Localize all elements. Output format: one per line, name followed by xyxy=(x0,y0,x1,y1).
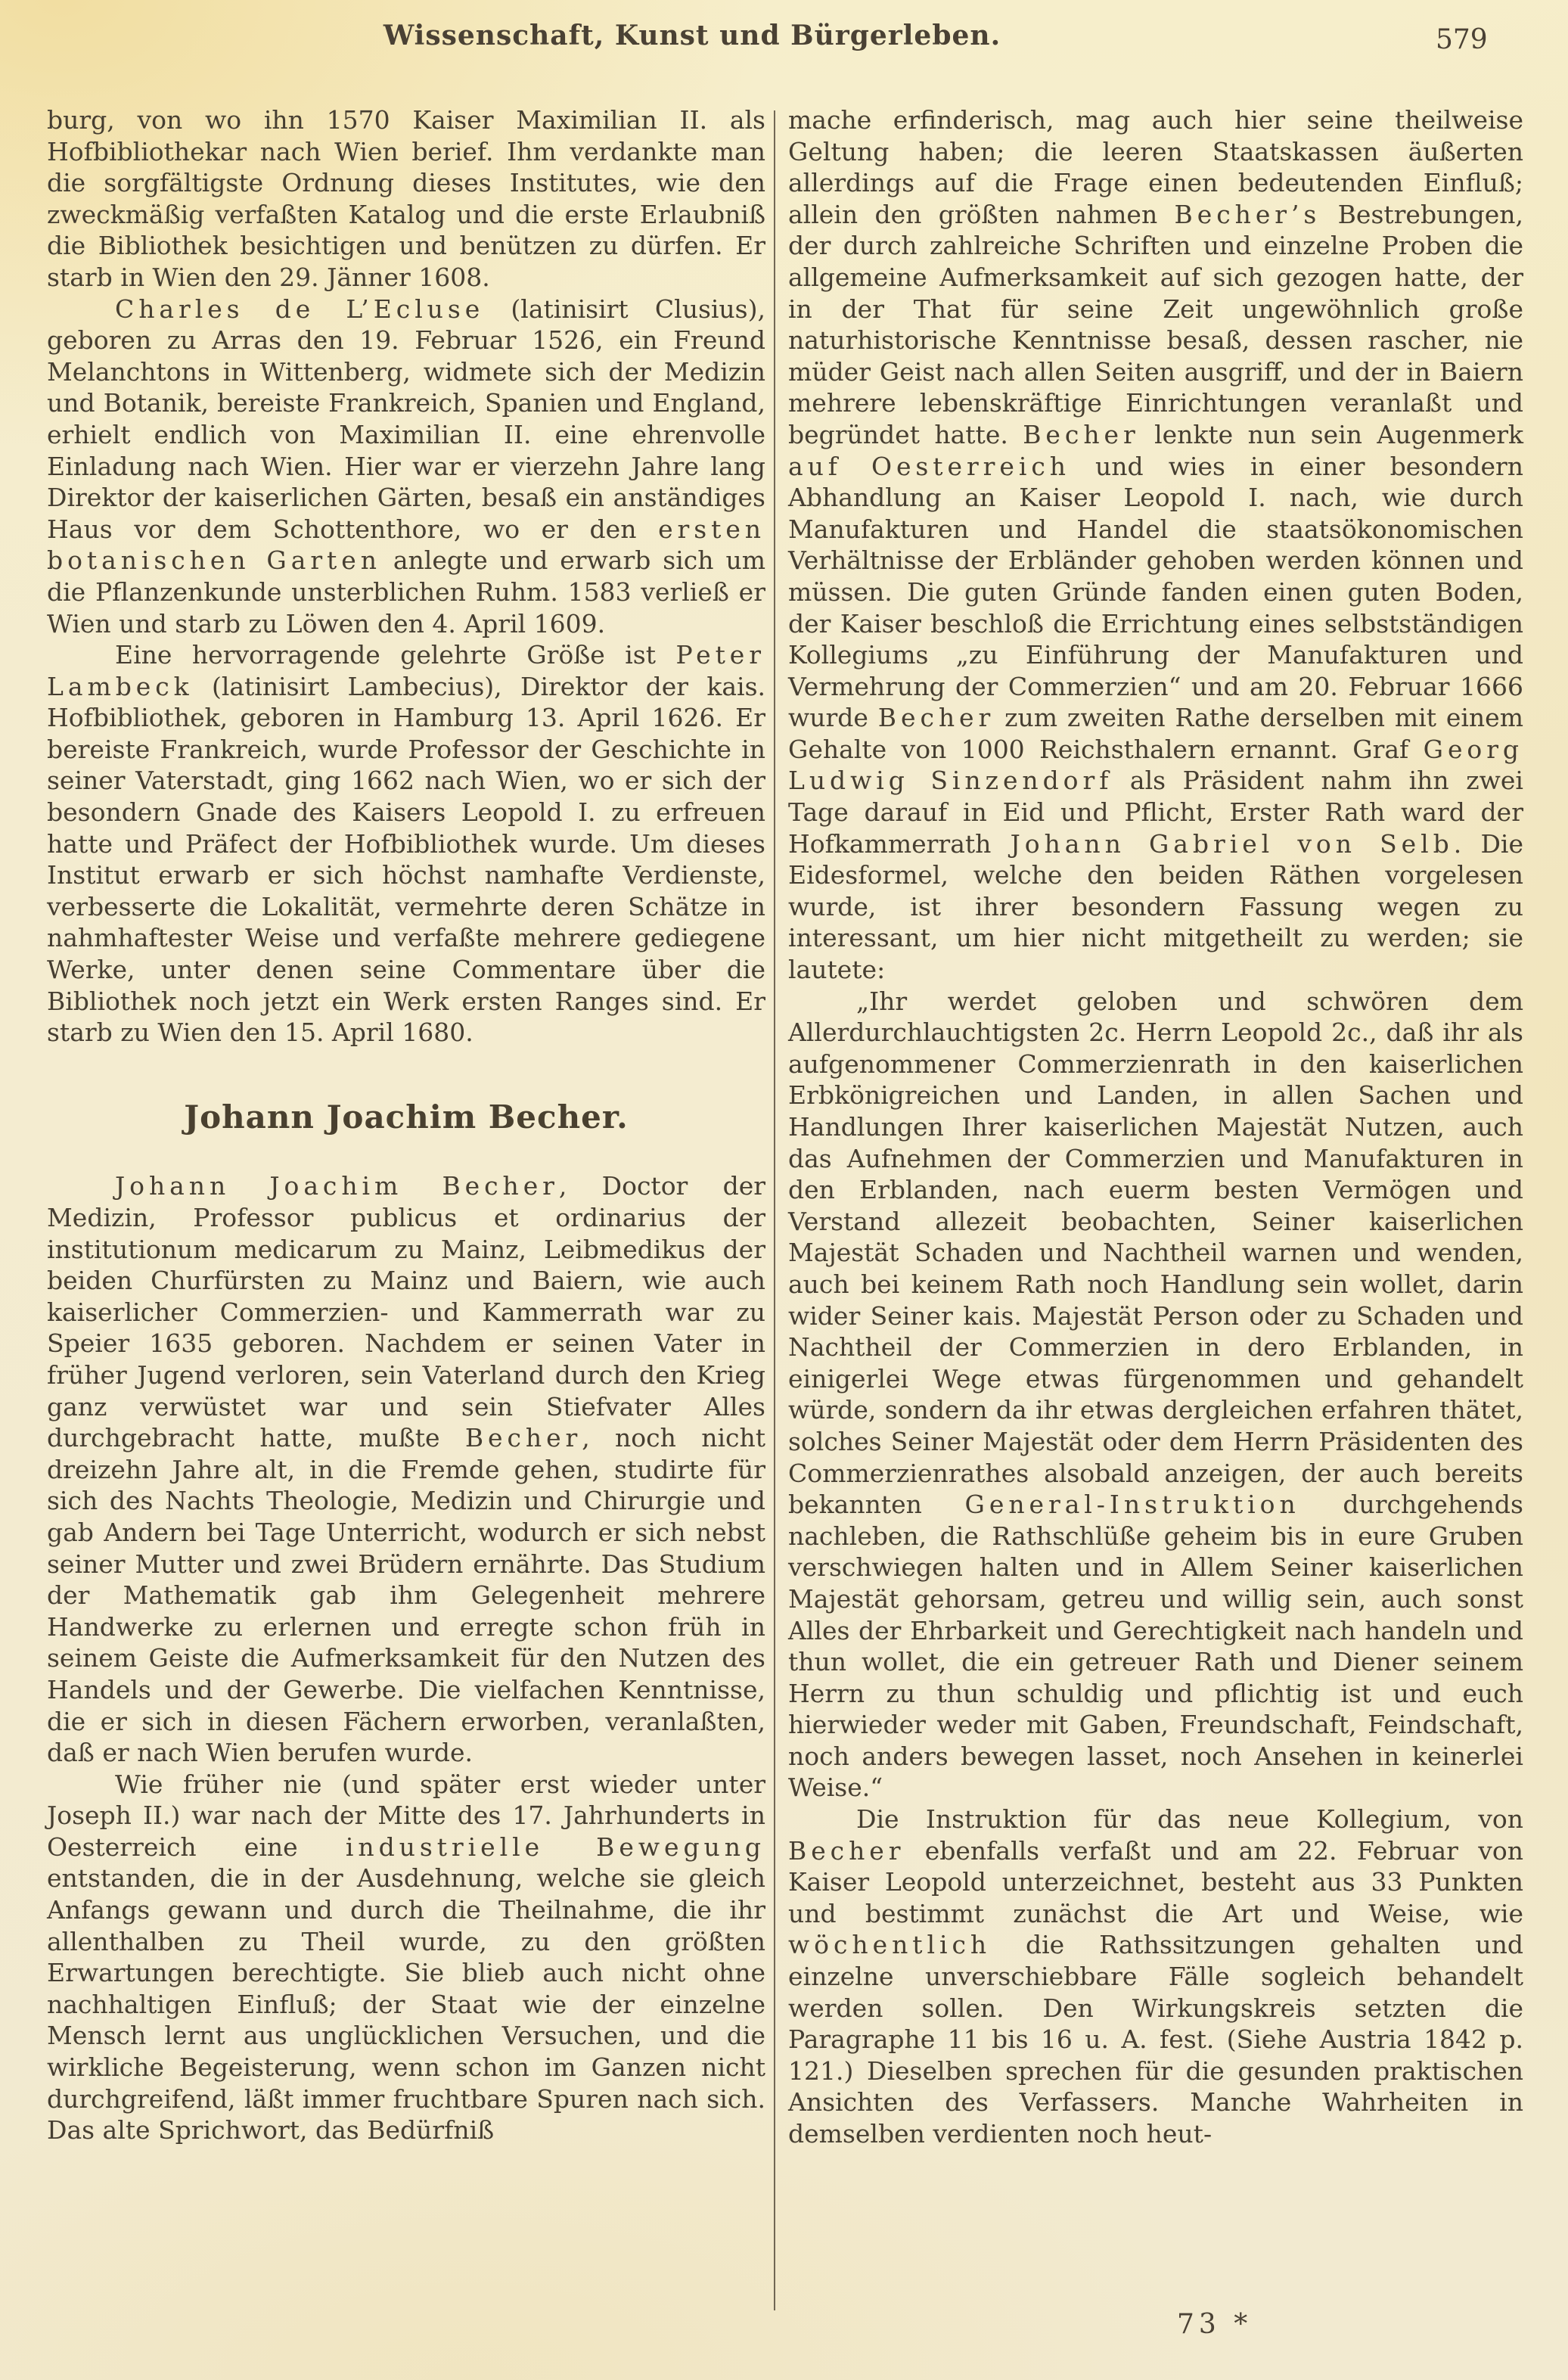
letterspaced-name-text: Johann Joachim Becher xyxy=(115,1171,559,1201)
body-text: anlegte und erwarb sich um die Pflanzenkunde unsterblichen Ruhm. 1583 verließ er Wien und starb zu Löwen den 4. April 1609. xyxy=(47,545,766,638)
body-text: lenkte nun sein Augenmerk xyxy=(1139,419,1523,449)
body-text: entstanden, die in der Ausdehnung, welche sie gleich Anfangs gewann und durch die Theilnahme, die ihr allenthalben zu Theil wurde, zu den größten Erwartungen berechtigte. Sie blieb auch nicht ohne nachhaltigen Einfluß; der Staat wie der einzelne Mensch lernt aus unglücklichen Versuchen, und die wirkliche Begeisterung, wenn schon im Ganzen nicht durchgreifend, läßt immer fruchtbare Spuren nach sich. Das alte Sprichwort, das Bedürfniß xyxy=(47,1863,765,2145)
body-text: Bestrebungen, der durch zahlreiche Schriften und einzelne Proben die allgemeine Aufmerksamkeit auf sich gezogen hatte, der in der That für seine Zeit ungewöhnlich große naturhistorische Kenntnisse besaß, dessen rascher, nie müder Geist nach allen Seiten ausgriff, und der in Baiern mehrere lebenskräftige Einrichtungen veranlaßt und begründet hatte. xyxy=(788,199,1523,449)
paragraph xyxy=(788,986,1523,1804)
letterspaced-name-text: wöchentlich xyxy=(788,1930,992,1960)
printer-signature-mark: 73 * xyxy=(1177,2309,1253,2340)
paragraph xyxy=(788,104,1523,986)
letterspaced-name-text: Becher xyxy=(464,1423,582,1453)
letterspaced-name-text: ersten botanischen Garten xyxy=(47,514,765,576)
body-text: ebenfalls verfaßt und am 22. Februar von Kaiser Leopold unterzeichnet, besteht aus 33 Punkten und bestimmt zunächst die Art und Weise, wie xyxy=(788,1835,1523,1928)
body-text: Wie früher nie (und später erst wieder unter Joseph II.) war nach der Mitte des 17. Jahrhunderts in Oesterreich eine xyxy=(47,1769,765,1862)
page-number: 579 xyxy=(1436,24,1488,55)
body-text: zum zweiten Rathe derselben mit einem Gehalte von 1000 Reichsthalern ernannt. Graf xyxy=(788,703,1523,764)
text-column-right xyxy=(788,104,1523,2150)
letterspaced-name-text: industrielle Bewegung xyxy=(345,1832,765,1862)
column-divider-rule xyxy=(774,110,775,2310)
letterspaced-name-text: Peter Lambeck xyxy=(47,640,765,701)
letterspaced-name-text: Becher xyxy=(877,703,995,733)
running-head-title: Wissenschaft, Kunst und Bürgerleben. xyxy=(383,20,1001,51)
body-text: Die Instruktion für das neue Kollegium, von xyxy=(856,1804,1523,1835)
body-text: burg, von wo ihn 1570 Kaiser Maximilian II. als Hofbibliothekar nach Wien berief. Ihm verdankte man die sorgfältigste Ordnung dieses Institutes, wie den zweckmäßig verfaßten Katalog und die erste Erlaubniß die Bibliothek besichtigen und benützen zu dürfen. Er starb in Wien den 29. Jänner 1608. xyxy=(47,105,765,292)
text-column-left xyxy=(47,104,765,2146)
body-text: (latinisirt Clusius), geboren zu Arras den 19. Februar 1526, ein Freund Melanchtons in Wittenberg, widmete sich der Medizin und Botanik, bereiste Frankreich, Spanien und England, erhielt endlich von Maximilian II. eine ehrenvolle Einladung nach Wien. Hier war er vierzehn Jahre lang Direktor der kaiserlichen Gärten, besaß ein anständiges Haus vor dem Schottenthore, wo er den xyxy=(47,294,765,544)
body-text: , Doctor der Medizin, Professor publicus et ordinarius der institutionum medicarum zu Mainz, Leibmedikus der beiden Churfürsten zu Mainz und Baiern, wie auch kaiserlicher Commerzien- und Kammerrath war zu Speier 1635 geboren. Nachdem er seinen Vater in früher Jugend verloren, sein Vaterland durch den Krieg ganz verwüstet war und sein Stiefvater Alles durchgebracht hatte, mußte xyxy=(47,1171,765,1453)
body-text: , noch nicht dreizehn Jahre alt, in die Fremde gehen, studirte für sich des Nachts Theologie, Medizin und Chirurgie und gab Andern bei Tage Unterricht, wodurch er sich nebst seiner Mutter und zwei Brüdern ernährte. Das Studium der Mathematik gab ihm Gelegenheit mehrere Handwerke zu erlernen und erregte schon früh in seinem Geiste die Aufmerksamkeit für den Nutzen des Handels und der Gewerbe. Die vielfachen Kenntnisse, die er sich in diesen Fächern erworben, veranlaßten, daß er nach Wien berufen wurde. xyxy=(47,1423,765,1768)
body-text: „Ihr werdet geloben und schwören dem Allerdurchlauchtigsten 2c. Herrn Leopold 2c., daß ihr als aufgenommener Commerzienrath in den kaiserlichen Erbkönigreichen und Landen, in allen Sachen und Handlungen Ihrer kaiserlichen Majestät Nutzen, auch das Aufnehmen der Commerzien und Manufakturen in den Erblanden, nach euerm besten Vermögen und Verstand allezeit beobachten, Seiner kaiserlichen Majestät Schaden und Nachtheil warnen und wenden, auch bei keinem Rath noch Handlung sein wollet, darin wider Seiner kais. Majestät Person oder zu Schaden und Nachtheil der Commerzien in dero Erblanden, in einigerlei Wege etwas fürgenommen und gehandelt würde, sondern da ihr etwas dergleichen erfahren thätet, solches Seiner Majestät oder dem Herrn Präsidenten des Commerzienrathes alsobald anzeigen, der auch bereits bekannten xyxy=(788,986,1523,1520)
section-heading: Johann Joachim Becher. xyxy=(184,1098,629,1136)
letterspaced-name-text: Becher’s xyxy=(1174,199,1321,229)
letterspaced-name-text: Becher xyxy=(788,1835,905,1866)
body-text: die Rathssitzungen gehalten und einzelne unverschiebbare Fälle sogleich behandelt werden sollen. Den Wirkungskreis setzten die Paragraphe 11 bis 16 u. A. fest. (Siehe Austria 1842 p. 121.) Dieselben sprechen für die gesunden praktischen Ansichten des Verfassers. Manche Wahrheiten in demselben verdienten noch heut- xyxy=(788,1930,1523,2149)
body-text: (latinisirt Lambecius), Direktor der kais. Hofbibliothek, geboren in Hamburg 13. April 1626. Er bereiste Frankreich, wurde Professor der Geschichte in seiner Vaterstadt, ging 1662 nach Wien, wo er sich der besondern Gnade des Kaisers Leopold I. zu erfreuen hatte und Präfect der Hofbibliothek wurde. Um dieses Institut erwarb er sich höchst namhafte Verdienste, verbesserte die Lokalität, vermehrte deren Schätze in nahmhaftester Weise und verfaßte mehrere gediegene Werke, unter denen seine Commentare über die Bibliothek noch jetzt ein Werk ersten Ranges sind. Er starb zu Wien den 15. April 1680. xyxy=(47,671,765,1048)
body-text: Eine hervorragende gelehrte Größe ist xyxy=(115,640,676,670)
body-text: durchgehends nachleben, die Rathschlüße geheim bis in eure Gruben verschwiegen halten und in Allem Seiner kaiserlichen Majestät gehorsam, getreu und willig sein, auch sonst Alles der Ehrbarkeit und Gerechtigkeit nach handeln und thun wollet, die ein getreuer Rath und Diener seinem Herrn zu thun schuldig und pflichtig ist und euch hierwieder weder mit Gaben, Freundschaft, Feindschaft, noch anders bewegen lasset, noch Ansehen in keinerlei Weise.“ xyxy=(788,1490,1523,1803)
body-text: und wies in einer besondern Abhandlung an Kaiser Leopold I. nach, wie durch Manufakturen und Handel die staatsökonomischen Verhältnisse der Erbländer gehoben werden können und müssen. Die guten Gründe fanden einen guten Boden, der Kaiser beschloß die Errichtung eines selbstständigen Kollegiums „zu Einführung der Manufakturen und Vermehrung der Commerzien“ und am 20. Februar 1666 wurde xyxy=(788,451,1523,733)
letterspaced-name-text: Becher xyxy=(1023,419,1140,449)
paragraph xyxy=(47,1769,765,2146)
letterspaced-name-text: Charles de L’Ecluse xyxy=(115,294,485,324)
body-text: als Präsident nahm ihn zwei Tage darauf in Eid und Pflicht, Erster Rath ward der Hofkammerrath xyxy=(788,766,1523,859)
body-text: . Die Eidesformel, welche den beiden Räthen vorgelesen wurde, ist ihrer besondern Fassung wegen zu interessant, um hier nicht mitgetheilt zu werden; sie lautete: xyxy=(788,828,1523,985)
letterspaced-name-text: Johann Gabriel von Selb xyxy=(1010,828,1454,859)
body-text: mache erfinderisch, mag auch hier seine theilweise Geltung haben; die leeren Staatskassen äußerten allerdings auf die Frage einen bedeutenden Einfluß; allein den größten nahmen xyxy=(788,105,1523,229)
letterspaced-name-text: auf Oesterreich xyxy=(788,451,1070,481)
paragraph xyxy=(47,639,765,1049)
paragraph xyxy=(47,104,765,294)
letterspaced-name-text: General-Instruktion xyxy=(964,1490,1300,1520)
letterspaced-name-text: Georg Ludwig Sinzendorf xyxy=(788,734,1523,796)
paragraph xyxy=(47,294,765,640)
paragraph xyxy=(47,1170,765,1768)
paragraph xyxy=(788,1804,1523,2150)
